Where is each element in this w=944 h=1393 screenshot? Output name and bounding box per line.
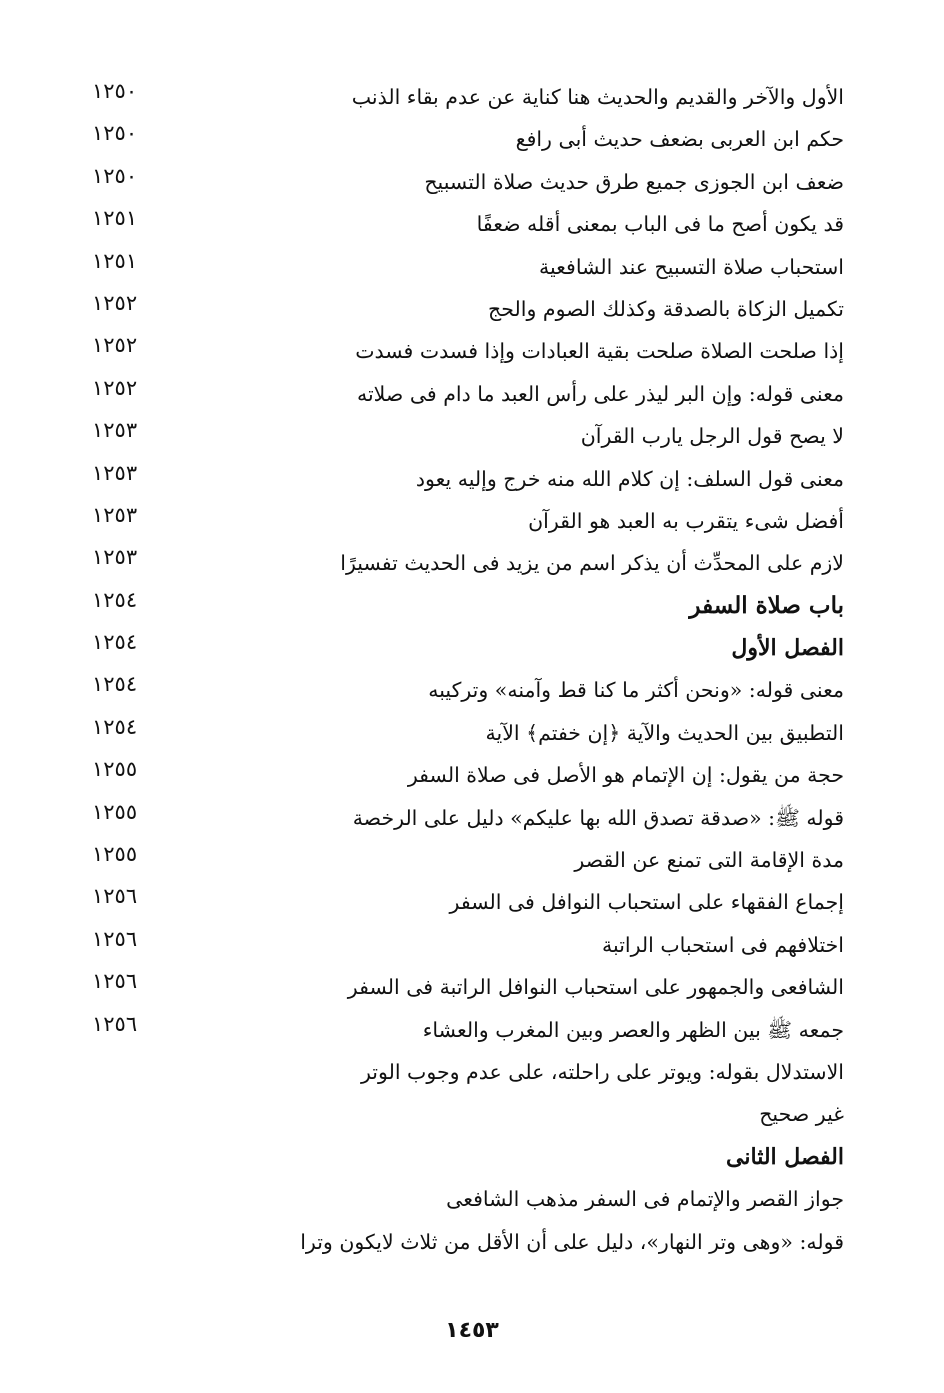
page-reference-column bbox=[92, 76, 167, 1051]
page-reference: ١٢٥٤ bbox=[92, 630, 138, 655]
page-reference: ١٢٥٠ bbox=[92, 121, 138, 146]
chapter-heading: باب صلاة السفر bbox=[689, 591, 844, 619]
page-reference: ١٢٥١ bbox=[92, 206, 138, 231]
index-entry: جمعه ﷺ بين الظهر والعصر وبين المغرب والعشاء bbox=[422, 1017, 844, 1042]
page-reference: ١٢٥٦ bbox=[92, 969, 138, 994]
index-entry: التطبيق بين الحديث والآية ﴿إن خفتم﴾ الآية bbox=[485, 720, 844, 745]
index-entry: إذا صلحت الصلاة صلحت بقية العبادات وإذا فسدت فسدت bbox=[355, 339, 844, 364]
page-reference: ١٢٥٢ bbox=[92, 290, 138, 315]
page-reference: ١٢٥٦ bbox=[92, 1011, 138, 1036]
page-reference: ١٢٥٢ bbox=[92, 375, 138, 400]
index-entry: إجماع الفقهاء على استحباب النوافل فى السفر bbox=[449, 890, 844, 915]
index-entry: قوله: «وهى وتر النهار»، دليل على أن الأقل من ثلاث لايكون وترا bbox=[300, 1229, 844, 1254]
index-entry: اختلافهم فى استحباب الراتبة bbox=[602, 932, 844, 957]
page-reference: ١٢٥٣ bbox=[92, 460, 138, 485]
index-entry: تكميل الزكاة بالصدقة وكذلك الصوم والحج bbox=[488, 296, 844, 321]
index-entry: معنى قول السلف: إن كلام الله منه خرج وإليه يعود bbox=[415, 466, 844, 491]
index-entry: حجة من يقول: إن الإتمام هو الأصل فى صلاة السفر bbox=[407, 763, 844, 788]
index-entry: قوله ﷺ: «صدقة تصدق الله بها عليكم» دليل على الرخصة bbox=[352, 805, 844, 830]
index-entry: استحباب صلاة التسبيح عند الشافعية bbox=[538, 254, 844, 279]
section-heading: الفصل الثانى bbox=[726, 1143, 844, 1170]
index-entry: ضعف ابن الجوزى جميع طرق حديث صلاة التسبيح bbox=[424, 169, 844, 194]
page-number: ١٤٥٣ bbox=[445, 1318, 499, 1343]
page-reference: ١٢٥٤ bbox=[92, 672, 138, 697]
index-entry: الشافعى والجمهور على استحباب النوافل الراتبة فى السفر bbox=[347, 975, 844, 1000]
page-reference: ١٢٥٤ bbox=[92, 587, 138, 612]
page-reference: ١٢٥١ bbox=[92, 248, 138, 273]
page-reference: ١٢٥٤ bbox=[92, 714, 138, 739]
page-reference: ١٢٥٥ bbox=[92, 757, 138, 782]
index-entry: لازم على المحدِّث أن يذكر اسم من يزيد فى الحديث تفسيرًا bbox=[340, 551, 844, 576]
page-reference: ١٢٥٥ bbox=[92, 799, 138, 824]
index-entry: معنى قوله: وإن البر ليذر على رأس العبد ما دام فى صلاته bbox=[356, 381, 844, 406]
page-reference: ١٢٥٣ bbox=[92, 545, 138, 570]
index-entry: مدة الإقامة التى تمنع عن القصر bbox=[574, 848, 844, 873]
page-reference: ١٢٥٣ bbox=[92, 502, 138, 527]
index-entry: قد يكون أصح ما فى الباب بمعنى أقله ضعفًا bbox=[476, 212, 844, 237]
page-reference: ١٢٥٦ bbox=[92, 884, 138, 909]
page-reference: ١٢٥٠ bbox=[92, 163, 138, 188]
index-entry: الاستدلال بقوله: ويوتر على راحلته، على عدم وجوب الوتر bbox=[360, 1059, 844, 1084]
index-entry: لا يصح قول الرجل يارب القرآن bbox=[580, 424, 844, 449]
index-entry: حكم ابن العربى بضعف حديث أبى رافع bbox=[515, 127, 844, 152]
index-entry: جواز القصر والإتمام فى السفر مذهب الشافعى bbox=[446, 1187, 844, 1212]
index-entry: معنى قوله: «ونحن أكثر ما كنا قط وآمنه» وتركيبه bbox=[428, 678, 844, 703]
page-reference: ١٢٥٥ bbox=[92, 842, 138, 867]
index-entry: أفضل شىء يتقرب به العبد هو القرآن bbox=[528, 508, 844, 533]
page-reference: ١٢٥٦ bbox=[92, 926, 138, 951]
index-entry: الأول والآخر والقديم والحديث هنا كناية عن عدم بقاء الذنب bbox=[351, 85, 844, 109]
page-reference: ١٢٥٠ bbox=[92, 79, 138, 103]
page-reference: ١٢٥٢ bbox=[92, 333, 138, 358]
index-entry: غير صحيح bbox=[759, 1102, 844, 1127]
section-heading: الفصل الأول bbox=[731, 635, 844, 662]
page-reference: ١٢٥٣ bbox=[92, 418, 138, 443]
index-entries bbox=[204, 76, 844, 1263]
